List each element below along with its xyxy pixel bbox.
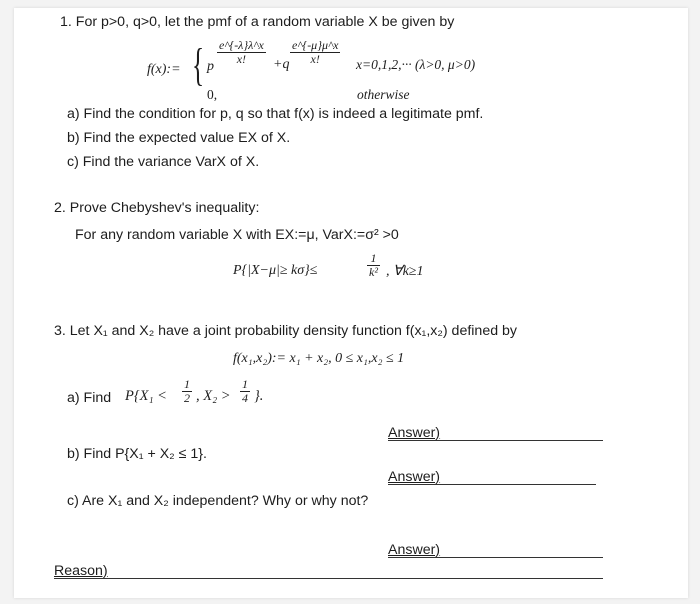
q3-part-b: b) Find P{X₁ + X₂ ≤ 1}. [67,446,207,462]
q1-intro: 1. For p>0, q>0, let the pmf of a random variable X be given by [60,14,455,30]
q1-part-c: c) Find the variance VarX of X. [67,154,260,170]
q2-ineq-left: P{|X−μ|≥ kσ}≤ [233,263,318,278]
q3-part-a-mid: , X₂ > [196,388,231,404]
q1-case1-frac1 [217,39,266,66]
q1-f-def: f(x):= [147,62,181,77]
q2-frac-num: 1 [367,252,380,266]
q3-part-a-label: a) Find [67,390,112,406]
answer-line-c[interactable] [388,557,603,558]
q1-frac1-num: e^{-λ}λ^x [219,38,264,52]
q3-pdf: f(x₁,x₂):= x₁ + x₂, 0 ≤ x₁,x₂ ≤ 1 [233,351,405,366]
q1-case1-plus-q: +q [273,57,290,72]
q1-frac2-den: x! [310,52,320,66]
q3-part-a-expr-left: P{X₁ < [125,388,167,404]
q2-ineq-frac [367,252,380,279]
q2-frac-den: k² [369,265,378,279]
answer-label-c: Answer) [388,542,441,558]
q3-quarter-num: 1 [242,377,248,391]
reason-line[interactable] [54,578,603,579]
q1-case2-cond: otherwise [357,87,410,102]
q2-title: 2. Prove Chebyshev's inequality: [54,200,260,216]
answer-line-b[interactable] [388,484,596,485]
q1-case1-p: p [207,59,214,74]
q3-part-a-half [182,378,192,405]
q1-brace: { [192,39,205,90]
q2-ineq-right: , ∀k≥1 [386,264,424,279]
q2-statement: For any random variable X with EX:=μ, VarX:=σ² >0 [75,227,399,243]
q1-frac1-den: x! [236,52,247,66]
q3-part-c: c) Are X₁ and X₂ independent? Why or why not? [67,493,369,509]
answer-label-b: Answer) [388,469,441,485]
reason-label: Reason) [54,563,108,579]
q1-part-b: b) Find the expected value EX of X. [67,130,291,146]
q3-quarter-den: 4 [242,391,248,405]
q1-case1-frac2 [290,39,340,66]
document-page [14,8,688,598]
q3-part-a-end: }. [254,388,264,404]
q3-half-num: 1 [184,377,190,391]
q3-half-den: 2 [184,391,190,405]
q3-intro: 3. Let X₁ and X₂ have a joint probability density function f(x₁,x₂) defined by [54,323,518,339]
q1-case2-val: 0, [207,87,218,102]
q3-part-a-quarter [240,378,250,405]
answer-line-a[interactable] [388,440,603,441]
q1-part-a: a) Find the condition for p, q so that f(x) is indeed a legitimate pmf. [67,106,484,122]
q1-case1-cond: x=0,1,2,··· (λ>0, μ>0) [356,57,476,72]
q1-frac2-num: e^{-μ}μ^x [292,38,339,52]
answer-label-a: Answer) [388,425,441,441]
